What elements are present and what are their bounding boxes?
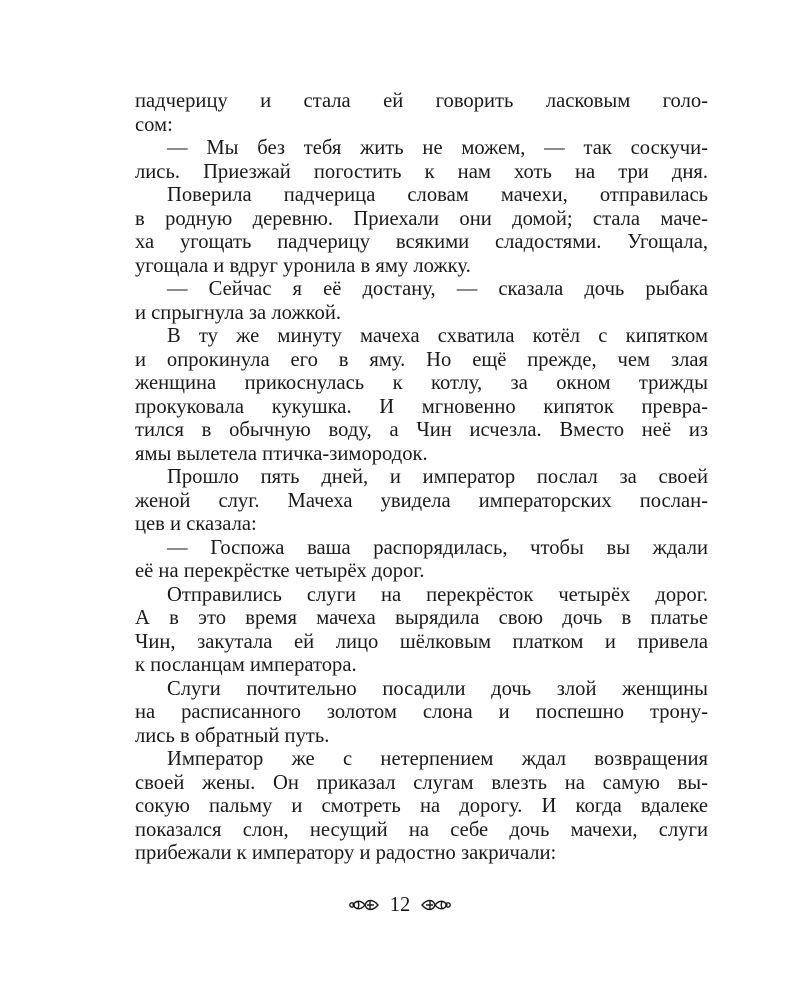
- text-line: тился в обычную воду, а Чин исчезла. Вместо неё из: [135, 419, 708, 441]
- text-line: женой слуг. Мачеха увидела императорских послан-: [135, 489, 708, 512]
- text-line: к посланцам императора.: [135, 654, 357, 676]
- text-line: её на перекрёстке четырёх дорог.: [135, 560, 425, 582]
- floral-ornament-icon: [348, 896, 380, 914]
- text-line: А в это время мачеха вырядила свою дочь в платье: [135, 607, 708, 629]
- text-line: Поверила падчерица словам мачехи, отправилась: [167, 184, 708, 206]
- text-line: сокую пальму и смотреть на дорогу. И когда вдалеке: [135, 795, 708, 817]
- floral-ornament-icon: [420, 896, 452, 914]
- text-line: — Сейчас я её достану, — сказала дочь рыбака: [167, 278, 708, 300]
- page-footer: [0, 890, 800, 920]
- text-line: Прошло пять дней, и император послал за своей: [167, 466, 708, 488]
- text-line: в родную деревню. Приехали они домой; стала маче-: [135, 207, 708, 230]
- text-line: своей жены. Он приказал слугам влезть на самую вы-: [135, 771, 708, 794]
- text-line: прокуковала кукушка. И мгновенно кипяток превра-: [135, 395, 708, 418]
- text-line: и опрокинула его в яму. Но ещё прежде, чем злая: [135, 348, 708, 371]
- text-line: — Мы без тебя жить не можем, — так соскучи-: [167, 137, 708, 159]
- text-line: ха угощать падчерицу всякими сладостями. Угощала,: [135, 231, 708, 253]
- text-line: — Госпожа ваша распорядилась, чтобы вы ждали: [167, 536, 708, 559]
- text-line: Чин, закутала ей лицо шёлковым платком и привела: [135, 630, 708, 653]
- text-line: женщина прикоснулась к котлу, за окном трижды: [135, 372, 708, 394]
- text-line: Отправились слуги на перекрёсток четырёх дорог.: [167, 583, 708, 606]
- text-line: лись. Приезжай погостить к нам хоть на три дня.: [135, 160, 708, 183]
- text-line: сом:: [135, 113, 173, 136]
- text-line: показался слон, несущий на себе дочь мачехи, слуги: [135, 818, 708, 841]
- text-line: лись в обратный путь.: [135, 724, 330, 747]
- text-line: Слуги почтительно посадили дочь злой женщины: [167, 677, 708, 700]
- text-line: и спрыгнула за ложкой.: [135, 301, 342, 324]
- body-text: [135, 90, 708, 866]
- text-line: угощала и вдруг уронила в яму ложку.: [135, 254, 471, 277]
- text-line: ямы вылетела птичка-зимородок.: [135, 442, 428, 465]
- text-line: прибежали к императору и радостно закричали:: [135, 842, 557, 864]
- page-number: 12: [389, 893, 411, 916]
- text-line: Император же с нетерпением ждал возвращения: [167, 748, 708, 770]
- text-line: падчерицу и стала ей говорить ласковым голо-: [135, 90, 708, 112]
- text-line: В ту же минуту мачеха схватила котёл с кипятком: [167, 325, 708, 347]
- text-line: на расписанного золотом слона и поспешно трону-: [135, 701, 708, 723]
- text-line: цев и сказала:: [135, 513, 257, 535]
